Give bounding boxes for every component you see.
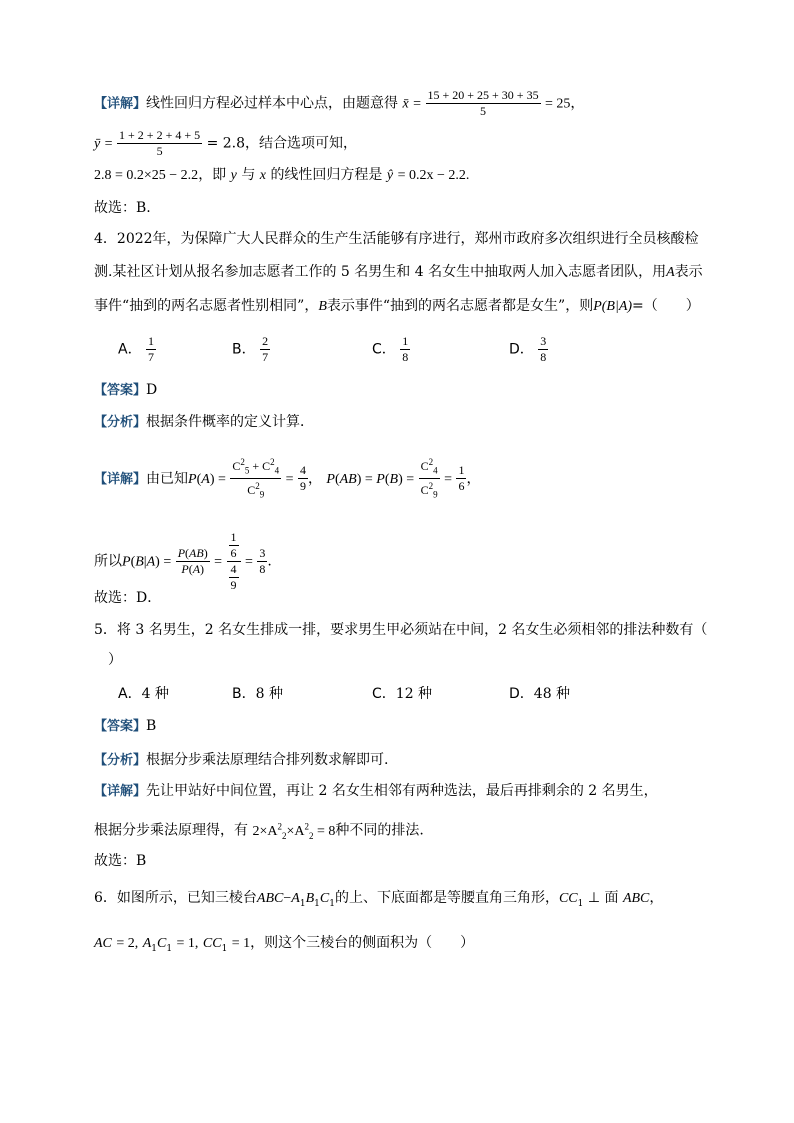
q3-detail-text: 线性回归方程必过样本中心点，由题意得 [146, 95, 399, 112]
q4-option-b: B． $\frac{2}{7}$ [232, 334, 269, 364]
q5-option-a: A．4 种 [118, 686, 169, 702]
q3-eq1: 2.8 = 0.2×25 − 2.2 [94, 168, 199, 183]
q5-option-c: C．12 种 [372, 686, 433, 702]
q5-stem-line2: ） [108, 652, 122, 668]
q3-conclusion: 故选：B. [94, 200, 151, 216]
y-bar-symbol: ȳ [94, 136, 101, 152]
q4-stem-line3: 事件“抽到的两名志愿者性别相同”，B表示事件“抽到的两名志愿者都是女生”，则P(B|A)=（ ） [94, 298, 700, 314]
q5-detail-line2: 根据分步乘法原理得，有 $2\times A^2_2\times A^2_2 = 8$种不同的排法. [94, 821, 424, 841]
y-bar-fraction: $\frac{1 + 2 + 2 + 4 + 5}{5}$ [119, 128, 201, 158]
q6-stem-line2: AC = 2, $A_1C_1 = 1$, $CC_1 = 1$，则这个三棱台的侧面积为（ ） [94, 935, 475, 954]
q5-detail-line1: 【详解】先让甲站好中间位置，再让 2 名女生相邻有两种选法，最后再排剩余的 2 名男生， [94, 783, 658, 799]
q5-conclusion: 故选：B [94, 853, 147, 869]
q4-option-a: A． $\frac{1}{7}$ [118, 334, 155, 364]
q5-answer: 【答案】B [94, 718, 157, 734]
q3-eq2: = 0.2x − 2.2. [397, 168, 470, 183]
q4-analysis: 【分析】根据条件概率的定义计算． [94, 414, 315, 430]
q4-detail: 【详解】由已知P(A) = $\frac{C^2_5 + C^2_4}{C^2_9}$ = $\frac{4}{9}$ ， P(AB) = P(B) = $\frac{C^2_4}{C^2_9}$ = $\frac{1}{6}$ ， [94, 457, 481, 500]
q4-detail-conclusion: 所以P(B|A) = $\frac{P(AB)}{P(A)}$ = $\frac{\frac{1}{6}}{\frac{4}{9}}$ = $\frac{3}{8}$ . [94, 530, 272, 592]
q4-option-c: C． $\frac{1}{8}$ [372, 334, 409, 364]
detail-tag: 【详解】 [94, 96, 147, 112]
x-bar-fraction: $\frac{15 + 20 + 25 + 30 + 35}{5}$ [427, 88, 539, 118]
q4-answer: 【答案】D [94, 382, 158, 398]
q4-stem-line2: 测.某社区计划从报名参加志愿者工作的 5 名男生和 4 名女生中抽取两人加入志愿者团队，用A表示 [94, 264, 703, 280]
q5-option-d: D．48 种 [509, 686, 571, 702]
x-bar-value: = 25， [545, 96, 585, 112]
x-bar-symbol: x̄ [402, 96, 409, 112]
y-bar-value: = 2.8，结合选项可知， [206, 135, 358, 152]
q5-analysis: 【分析】根据分步乘法原理结合排列数求解即可. [94, 752, 389, 768]
q5-option-b: B．8 种 [232, 686, 283, 702]
q6-stem-line1: 6．如图所示，已知三棱台$ABC-A_1B_1C_1$的上、下底面都是等腰直角三角形，$CC_1$ ⊥ 面 ABC， [94, 890, 664, 909]
q4-conclusion: 故选：D． [94, 590, 162, 606]
q3-regression-line: 2.8 = 0.2×25 − 2.2，即 y 与 x 的线性回归方程是 ŷ = 0.2x − 2.2. [94, 167, 470, 183]
q3-ybar-line: ȳ = $\frac{1 + 2 + 2 + 4 + 5}{5}$ = 2.8，结合选项可知， [94, 128, 358, 158]
q3-detail-line: 【详解】线性回归方程必过样本中心点，由题意得 x̄ = $\frac{15 + 20 + 25 + 30 + 35}{5}$ = 25， [94, 88, 585, 118]
q4-stem-line1: 4．2022年，为保障广大人民群众的生产生活能够有序进行，郑州市政府多次组织进行全员核酸检 [94, 231, 699, 247]
q4-option-d: D． $\frac{3}{8}$ [509, 334, 547, 364]
q5-stem-line1: 5．将 3 名男生，2 名女生排成一排，要求男生甲必须站在中间，2 名女生必须相邻的排法种数有（ [94, 622, 708, 638]
